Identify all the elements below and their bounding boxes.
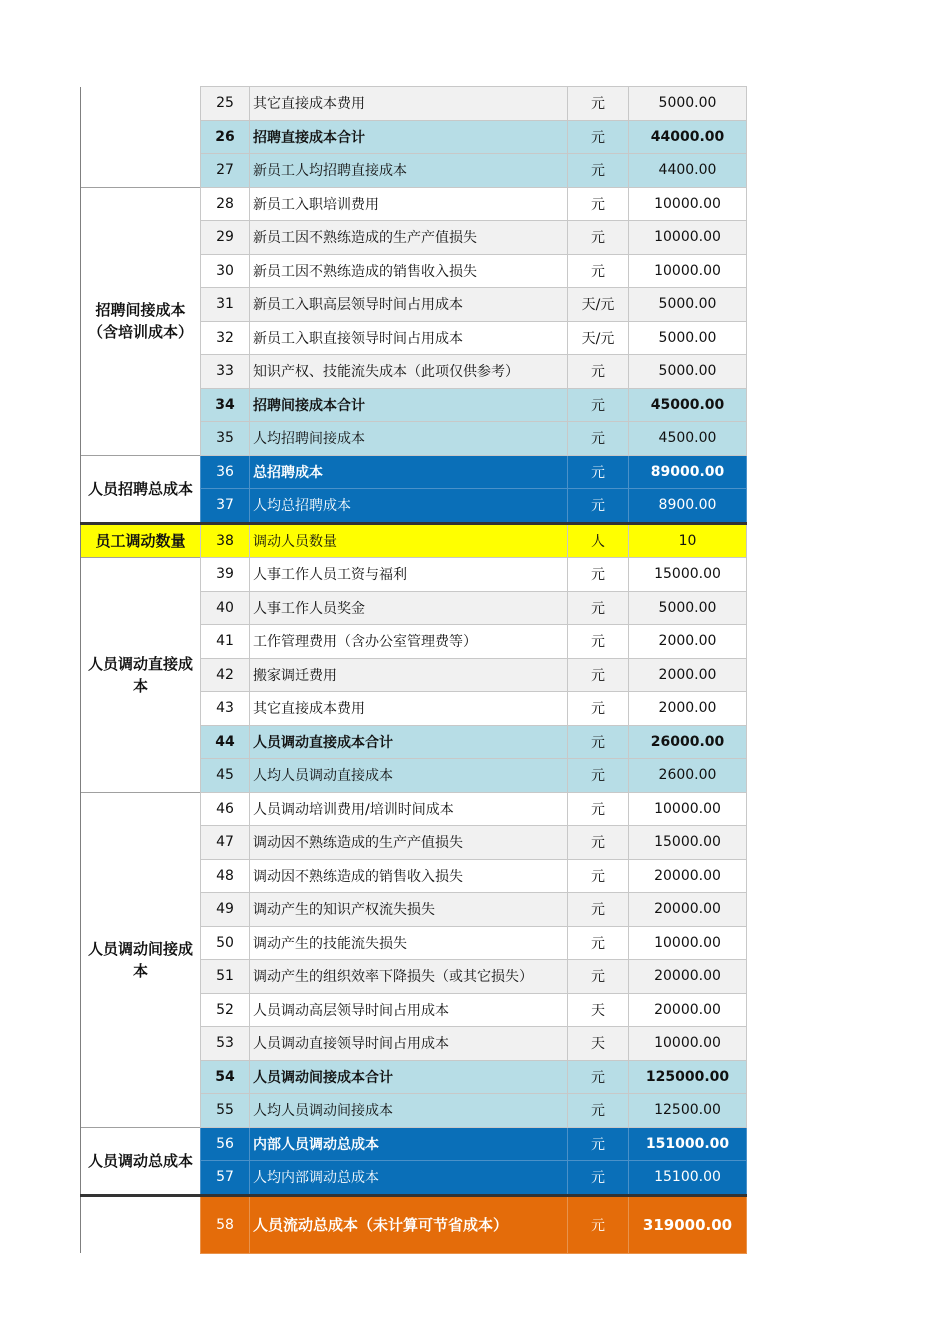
value-cell[interactable]: 15000.00 xyxy=(629,826,747,860)
row-number[interactable]: 30 xyxy=(201,254,250,288)
unit-cell[interactable]: 元 xyxy=(568,725,629,759)
value-cell[interactable]: 319000.00 xyxy=(629,1195,747,1253)
item-name[interactable]: 调动因不熟练造成的生产产值损失 xyxy=(250,826,568,860)
item-name[interactable]: 人员流动总成本（未计算可节省成本） xyxy=(250,1195,568,1253)
value-cell[interactable]: 4400.00 xyxy=(629,154,747,188)
unit-cell[interactable]: 元 xyxy=(568,221,629,255)
item-name[interactable]: 调动人员数量 xyxy=(250,523,568,558)
row-number[interactable]: 29 xyxy=(201,221,250,255)
category-label[interactable]: 人员调动间接成本 xyxy=(81,792,201,1127)
unit-cell[interactable]: 元 xyxy=(568,1060,629,1094)
value-cell[interactable]: 20000.00 xyxy=(629,993,747,1027)
cost-spreadsheet xyxy=(80,86,747,1254)
unit-cell[interactable]: 元 xyxy=(568,120,629,154)
row-number[interactable]: 46 xyxy=(201,792,250,826)
category-label[interactable]: 招聘间接成本（含培训成本） xyxy=(81,187,201,455)
item-name[interactable]: 调动因不熟练造成的销售收入损失 xyxy=(250,859,568,893)
unit-cell[interactable]: 天 xyxy=(568,1027,629,1061)
table-row xyxy=(81,1195,747,1253)
row-number[interactable]: 35 xyxy=(201,422,250,456)
value-cell[interactable]: 45000.00 xyxy=(629,388,747,422)
value-cell[interactable]: 26000.00 xyxy=(629,725,747,759)
item-name[interactable]: 人员调动直接领导时间占用成本 xyxy=(250,1027,568,1061)
unit-cell[interactable]: 元 xyxy=(568,355,629,389)
row-number[interactable]: 27 xyxy=(201,154,250,188)
unit-cell[interactable]: 元 xyxy=(568,859,629,893)
value-cell[interactable]: 20000.00 xyxy=(629,859,747,893)
value-cell[interactable]: 10000.00 xyxy=(629,254,747,288)
row-number[interactable]: 53 xyxy=(201,1027,250,1061)
unit-cell[interactable]: 元 xyxy=(568,154,629,188)
unit-cell[interactable]: 元 xyxy=(568,759,629,793)
unit-cell[interactable]: 元 xyxy=(568,591,629,625)
value-cell[interactable]: 12500.00 xyxy=(629,1094,747,1128)
item-name[interactable]: 总招聘成本 xyxy=(250,455,568,489)
row-number[interactable]: 40 xyxy=(201,591,250,625)
unit-cell[interactable]: 天 xyxy=(568,993,629,1027)
unit-cell[interactable]: 元 xyxy=(568,792,629,826)
value-cell[interactable]: 20000.00 xyxy=(629,960,747,994)
row-number[interactable]: 34 xyxy=(201,388,250,422)
unit-cell[interactable]: 元 xyxy=(568,455,629,489)
row-number[interactable]: 58 xyxy=(201,1195,250,1253)
row-number[interactable]: 50 xyxy=(201,926,250,960)
row-number[interactable]: 44 xyxy=(201,725,250,759)
value-cell[interactable]: 10000.00 xyxy=(629,792,747,826)
table-row xyxy=(81,87,747,121)
value-cell[interactable]: 151000.00 xyxy=(629,1127,747,1161)
value-cell[interactable]: 10000.00 xyxy=(629,926,747,960)
row-number[interactable]: 36 xyxy=(201,455,250,489)
row-number[interactable]: 31 xyxy=(201,288,250,322)
value-cell[interactable]: 2600.00 xyxy=(629,759,747,793)
row-number[interactable]: 39 xyxy=(201,558,250,592)
row-number[interactable]: 49 xyxy=(201,893,250,927)
item-name[interactable]: 新员工入职高层领导时间占用成本 xyxy=(250,288,568,322)
unit-cell[interactable]: 元 xyxy=(568,422,629,456)
unit-cell[interactable]: 元 xyxy=(568,960,629,994)
category-label[interactable]: 人员招聘总成本 xyxy=(81,455,201,523)
item-name[interactable]: 新员工人均招聘直接成本 xyxy=(250,154,568,188)
table-row xyxy=(81,455,747,489)
unit-cell[interactable]: 元 xyxy=(568,388,629,422)
value-cell[interactable]: 4500.00 xyxy=(629,422,747,456)
item-name[interactable]: 新员工入职直接领导时间占用成本 xyxy=(250,321,568,355)
unit-cell[interactable]: 元 xyxy=(568,254,629,288)
unit-cell[interactable]: 天/元 xyxy=(568,321,629,355)
item-name[interactable]: 其它直接成本费用 xyxy=(250,692,568,726)
unit-cell[interactable]: 元 xyxy=(568,1127,629,1161)
unit-cell[interactable]: 元 xyxy=(568,658,629,692)
item-name[interactable]: 人员调动培训费用/培训时间成本 xyxy=(250,792,568,826)
value-cell[interactable]: 10000.00 xyxy=(629,221,747,255)
value-cell[interactable]: 5000.00 xyxy=(629,591,747,625)
unit-cell[interactable]: 元 xyxy=(568,558,629,592)
value-cell[interactable]: 10000.00 xyxy=(629,1027,747,1061)
row-number[interactable]: 54 xyxy=(201,1060,250,1094)
table-row xyxy=(81,523,747,558)
item-name[interactable]: 人均总招聘成本 xyxy=(250,489,568,524)
item-name[interactable]: 人均人员调动间接成本 xyxy=(250,1094,568,1128)
row-number[interactable]: 51 xyxy=(201,960,250,994)
value-cell[interactable]: 20000.00 xyxy=(629,893,747,927)
table-row xyxy=(81,792,747,826)
category-label[interactable]: 人员调动直接成本 xyxy=(81,558,201,793)
row-number[interactable]: 52 xyxy=(201,993,250,1027)
category-label[interactable] xyxy=(81,1195,201,1253)
item-name[interactable]: 人员调动直接成本合计 xyxy=(250,725,568,759)
category-label[interactable] xyxy=(81,87,201,188)
category-label[interactable]: 员工调动数量 xyxy=(81,523,201,558)
row-number[interactable]: 25 xyxy=(201,87,250,121)
item-name[interactable]: 招聘间接成本合计 xyxy=(250,388,568,422)
item-name[interactable]: 调动产生的组织效率下降损失（或其它损失） xyxy=(250,960,568,994)
item-name[interactable]: 知识产权、技能流失成本（此项仅供参考） xyxy=(250,355,568,389)
unit-cell[interactable]: 元 xyxy=(568,826,629,860)
value-cell[interactable]: 10000.00 xyxy=(629,187,747,221)
item-name[interactable]: 人均内部调动总成本 xyxy=(250,1161,568,1196)
value-cell[interactable]: 15000.00 xyxy=(629,558,747,592)
unit-cell[interactable]: 元 xyxy=(568,893,629,927)
value-cell[interactable]: 2000.00 xyxy=(629,658,747,692)
value-cell[interactable]: 44000.00 xyxy=(629,120,747,154)
item-name[interactable]: 调动产生的技能流失损失 xyxy=(250,926,568,960)
value-cell[interactable]: 5000.00 xyxy=(629,321,747,355)
cost-table xyxy=(80,86,747,1254)
row-number[interactable]: 28 xyxy=(201,187,250,221)
row-number[interactable]: 57 xyxy=(201,1161,250,1196)
value-cell[interactable]: 5000.00 xyxy=(629,355,747,389)
row-number[interactable]: 38 xyxy=(201,523,250,558)
table-row xyxy=(81,1127,747,1161)
unit-cell[interactable]: 元 xyxy=(568,187,629,221)
row-number[interactable]: 41 xyxy=(201,625,250,659)
unit-cell[interactable]: 元 xyxy=(568,625,629,659)
item-name[interactable]: 内部人员调动总成本 xyxy=(250,1127,568,1161)
row-number[interactable]: 45 xyxy=(201,759,250,793)
unit-cell[interactable]: 元 xyxy=(568,87,629,121)
unit-cell[interactable]: 元 xyxy=(568,1195,629,1253)
value-cell[interactable]: 89000.00 xyxy=(629,455,747,489)
table-row xyxy=(81,187,747,221)
unit-cell[interactable]: 元 xyxy=(568,926,629,960)
row-number[interactable]: 56 xyxy=(201,1127,250,1161)
row-number[interactable]: 33 xyxy=(201,355,250,389)
item-name[interactable]: 新员工因不熟练造成的生产产值损失 xyxy=(250,221,568,255)
item-name[interactable]: 新员工因不熟练造成的销售收入损失 xyxy=(250,254,568,288)
value-cell[interactable]: 2000.00 xyxy=(629,692,747,726)
row-number[interactable]: 37 xyxy=(201,489,250,524)
item-name[interactable]: 搬家调迁费用 xyxy=(250,658,568,692)
row-number[interactable]: 43 xyxy=(201,692,250,726)
item-name[interactable]: 人均招聘间接成本 xyxy=(250,422,568,456)
unit-cell[interactable]: 人 xyxy=(568,523,629,558)
item-name[interactable]: 人事工作人员工资与福利 xyxy=(250,558,568,592)
item-name[interactable]: 人员调动间接成本合计 xyxy=(250,1060,568,1094)
unit-cell[interactable]: 元 xyxy=(568,1161,629,1196)
table-row xyxy=(81,558,747,592)
item-name[interactable]: 调动产生的知识产权流失损失 xyxy=(250,893,568,927)
item-name[interactable]: 人均人员调动直接成本 xyxy=(250,759,568,793)
category-label[interactable]: 人员调动总成本 xyxy=(81,1127,201,1195)
cost-table-body xyxy=(81,87,747,1254)
unit-cell[interactable]: 元 xyxy=(568,489,629,524)
row-number[interactable]: 42 xyxy=(201,658,250,692)
unit-cell[interactable]: 元 xyxy=(568,1094,629,1128)
value-cell[interactable]: 5000.00 xyxy=(629,87,747,121)
item-name[interactable]: 招聘直接成本合计 xyxy=(250,120,568,154)
row-number[interactable]: 32 xyxy=(201,321,250,355)
unit-cell[interactable]: 元 xyxy=(568,692,629,726)
item-name[interactable]: 工作管理费用（含办公室管理费等） xyxy=(250,625,568,659)
unit-cell[interactable]: 天/元 xyxy=(568,288,629,322)
item-name[interactable]: 人员调动高层领导时间占用成本 xyxy=(250,993,568,1027)
row-number[interactable]: 26 xyxy=(201,120,250,154)
row-number[interactable]: 48 xyxy=(201,859,250,893)
value-cell[interactable]: 8900.00 xyxy=(629,489,747,524)
value-cell[interactable]: 5000.00 xyxy=(629,288,747,322)
row-number[interactable]: 47 xyxy=(201,826,250,860)
item-name[interactable]: 其它直接成本费用 xyxy=(250,87,568,121)
value-cell[interactable]: 10 xyxy=(629,523,747,558)
item-name[interactable]: 人事工作人员奖金 xyxy=(250,591,568,625)
item-name[interactable]: 新员工入职培训费用 xyxy=(250,187,568,221)
value-cell[interactable]: 15100.00 xyxy=(629,1161,747,1196)
row-number[interactable]: 55 xyxy=(201,1094,250,1128)
value-cell[interactable]: 125000.00 xyxy=(629,1060,747,1094)
value-cell[interactable]: 2000.00 xyxy=(629,625,747,659)
